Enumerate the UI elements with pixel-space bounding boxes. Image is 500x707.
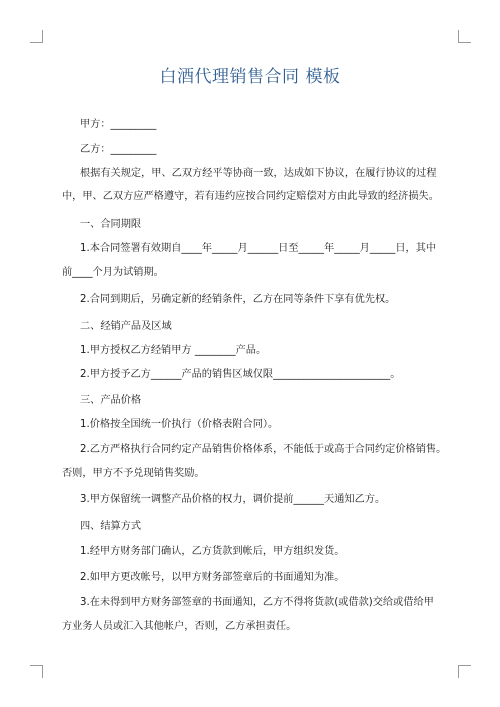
clause-line: 1.甲方授权乙方经销甲方 ________产品。 — [80, 345, 267, 356]
page-corner-mark-top-left — [30, 30, 43, 43]
clause-line: 1.经甲方财务部门确认，乙方货款到帐后，甲方组织发货。 — [80, 546, 345, 557]
intro-paragraph-line: 根据有关规定，甲、乙双方经平等协商一致，达成如下协议，在履行协议的过程 — [80, 168, 437, 179]
clause-line: 1.本合同签署有效期自____年_____月______日至_____年_____月_____日，其中 — [80, 243, 437, 254]
clause-line: 2.甲方授予乙方______产品的销售区域仅限_______________________。 — [80, 369, 401, 380]
clause-line: 1.价格按全国统一价执行（价格表附合同）。 — [80, 419, 279, 430]
clause-line: 否则，甲方不予兑现销售奖励。 — [62, 468, 205, 479]
page-corner-mark-bottom-left — [30, 665, 43, 678]
section-heading: 一、合同期限 — [80, 219, 142, 230]
clause-line: 2.如甲方更改帐号，以甲方财务部签章后的书面通知为准。 — [80, 572, 345, 583]
page-corner-mark-top-right — [458, 30, 471, 43]
clause-line: 前____个月为试销期。 — [62, 267, 164, 278]
party-a-line: 甲方：_________ — [80, 119, 157, 130]
clause-line: 方业务人员或汇入其他帐户，否则，乙方承担责任。 — [62, 621, 297, 632]
section-heading: 三、产品价格 — [80, 395, 142, 406]
clause-line: 2.乙方严格执行合同约定产品销售价格体系，不能低于或高于合同约定价格销售。 — [80, 444, 447, 455]
party-b-line: 乙方：_________ — [80, 144, 157, 155]
page-corner-mark-bottom-right — [458, 665, 471, 678]
section-heading: 四、结算方式 — [80, 521, 142, 532]
clause-line: 2.合同到期后，另确定新的经销条件，乙方在同等条件下享有优先权。 — [80, 294, 396, 305]
clause-line: 3.甲方保留统一调整产品价格的权力，调价提前______天通知乙方。 — [80, 494, 386, 505]
document-title: 白酒代理销售合同 模板 — [159, 67, 341, 87]
clause-line: 3.在未得到甲方财务部签章的书面通知，乙方不得将货款(或借款)交给或借给甲 — [80, 597, 434, 608]
section-heading: 二、经销产品及区域 — [80, 321, 172, 332]
intro-paragraph-line: 中，甲、乙双方应严格遵守，若有违约应按合同约定赔偿对方由此导致的经济损失。 — [62, 191, 439, 202]
